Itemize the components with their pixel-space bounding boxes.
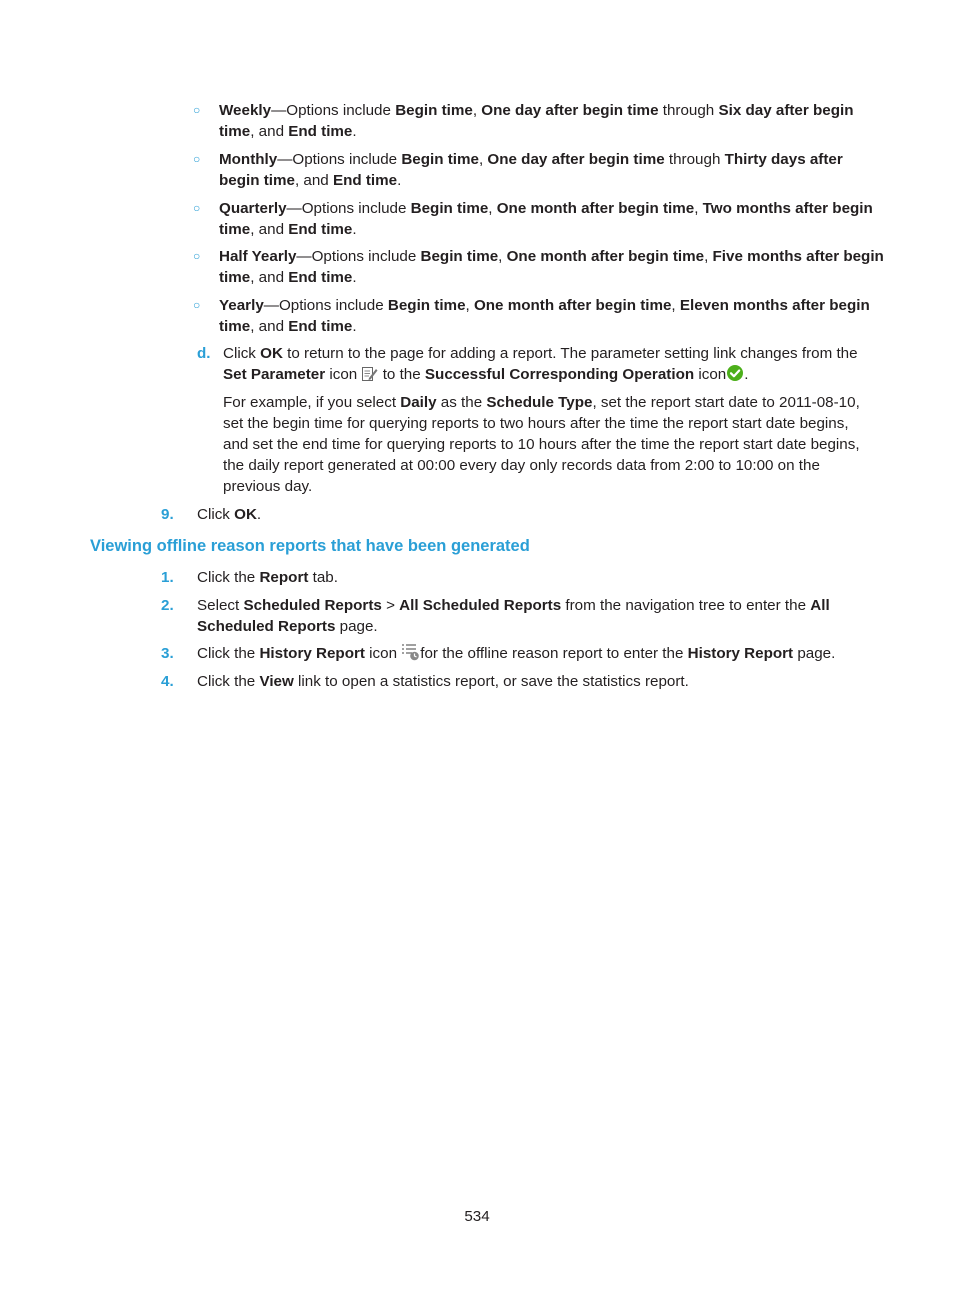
option-line-2: time, and End time.	[219, 269, 357, 286]
option-line-1: Half Yearly—Options include Begin time, One month after begin time, Five months after begin	[219, 248, 884, 265]
example-line-2: set the begin time for querying reports to two hours after the time the report start date begins,	[223, 415, 849, 432]
section-heading: Viewing offline reason reports that have been generated	[90, 537, 530, 555]
bullet-icon: ○	[193, 152, 201, 166]
option-line-1: Monthly—Options include Begin time, One day after begin time through Thirty days after	[219, 151, 843, 168]
option-name: Quarterly	[219, 200, 287, 217]
step-label: 9.	[161, 506, 174, 523]
example-line-3: and set the end time for querying reports to 10 hours after the time the report start date begins,	[223, 436, 860, 453]
step-label: 3.	[161, 645, 174, 662]
option-line-2: time, and End time.	[219, 318, 357, 335]
history-report-icon	[401, 643, 420, 667]
bullet-icon: ○	[193, 201, 201, 215]
page-number: 534	[464, 1208, 490, 1225]
step-label: d.	[197, 345, 211, 362]
step-text: Click the View link to open a statistics report, or save the statistics report.	[197, 673, 689, 690]
option-name: Weekly	[219, 102, 272, 119]
step-text-line-1: Select Scheduled Reports > All Scheduled Reports from the navigation tree to enter the All	[197, 597, 830, 614]
step-text: Click the Report tab.	[197, 569, 338, 586]
check-circle-icon	[726, 364, 744, 388]
edit-icon	[361, 365, 378, 388]
step-text: Click the History Report icon for the offline reason report to enter the History Report page.	[197, 643, 835, 667]
step-text-line-2: Scheduled Reports page.	[197, 618, 378, 635]
option-line-1: Quarterly—Options include Begin time, One month after begin time, Two months after begin	[219, 200, 873, 217]
step-label: 2.	[161, 597, 174, 614]
bullet-icon: ○	[193, 298, 201, 312]
example-line-1: For example, if you select Daily as the Schedule Type, set the report start date to 2011-08-10,	[223, 394, 860, 411]
option-line-1: Yearly—Options include Begin time, One month after begin time, Eleven months after begin	[219, 297, 870, 314]
bullet-icon: ○	[193, 103, 201, 117]
example-line-4: the daily report generated at 00:00 every day only records data from 2:00 to 10:00 on the	[223, 457, 820, 474]
option-name: Half Yearly	[219, 248, 297, 265]
option-line-1: Weekly—Options include Begin time, One day after begin time through Six day after begin	[219, 102, 854, 119]
step-label: 1.	[161, 569, 174, 586]
bullet-icon: ○	[193, 249, 201, 263]
option-line-2: time, and End time.	[219, 123, 357, 140]
example-line-5: previous day.	[223, 478, 313, 495]
option-name: Monthly	[219, 151, 278, 168]
step-d-line-1: Click OK to return to the page for adding a report. The parameter setting link changes from the	[223, 345, 858, 362]
option-line-2: time, and End time.	[219, 221, 357, 238]
option-line-2: begin time, and End time.	[219, 172, 402, 189]
option-name: Yearly	[219, 297, 264, 314]
step-label: 4.	[161, 673, 174, 690]
step-d-line-2: Set Parameter icon to the Successful Corresponding Operation icon .	[223, 364, 748, 388]
step-text: Click OK.	[197, 506, 262, 523]
